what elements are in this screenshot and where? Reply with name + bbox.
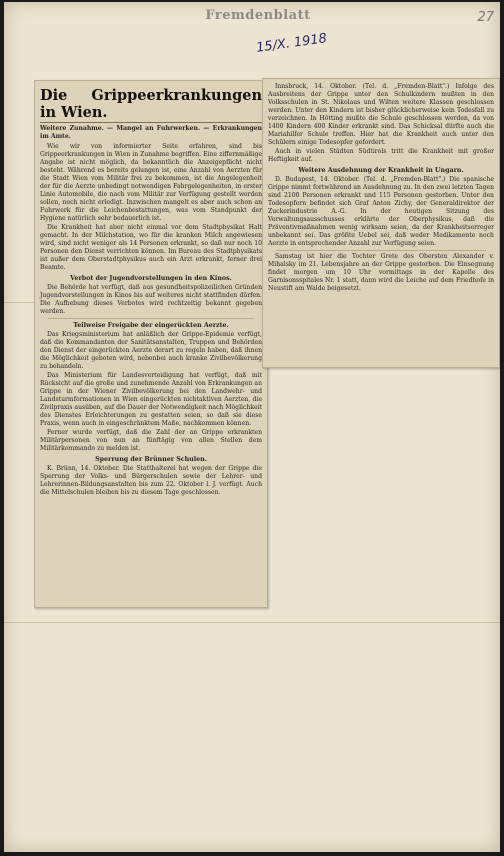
page-number: 27 [477,10,494,25]
section-title: Teilweise Freigabe der eingerückten Aerzte. [73,322,229,329]
handwritten-date: 15/X. 1918 [255,31,328,56]
paragraph: Das Kriegsministerium hat anläßlich der Grippe-Epidemie verfügt, daß die Kommandanten der Sanitätsanstalten, Truppen und Behörden den Dienst der eingerückten Aerzte derart zu regeln haben, daß ihnen die Möglichkeit geboten wird, nebenbei auch kranke Zivilbevölkerung zu behandeln. [40,331,262,370]
paragraph: Das Ministerium für Landesverteidigung hat verfügt, daß mit Rücksicht auf die große und zunehmende Anzahl von Erkrankungen an Grippe in der Wiener Zivilbevölkerung bei den Landwehr- und Landsturmformationen in Wien eingerückten nichtaktiven Aerzten, die Zivilpraxis ausüben, auf die Dauer der Notwendigkeit nach Möglichkeit des Dienstes Erleichterungen zu gestatten seien, so daß sie diese Praxis, wenn auch in eingeschränktem Maße, nachkommen können. [40,372,262,427]
paragraph: Innsbruck, 14. Oktober. (Tel. d. „Fremden-Blatt".) Infolge des Ausbreitens der Grippe unter den Schulkindern mußten in den Volksschulen in St. Nikolaus und Wilten weitere Klassen geschlossen werden. Unter den Kindern ist bisher glücklicherweise kein Todesfall zu verzeichnen. In Hötting mußte die Schule geschlossen werden, da von 1400 Kindern 400 Kinder erkrankt sind. Das Schicksal dürfte auch die Mariahilfer Schule treffen. Hier hat die Krankheit auch unter den Schülern einige Todesopfer gefordert. [268,83,494,146]
paragraph: Ferner wurde verfügt, daß die Zahl der an Grippe erkrankten Militärpersonen von nun an fünftägig von allen Stellen dem Militärkommando zu melden ist. [40,429,262,452]
section-title: Sperrung der Brünner Schulen. [95,456,207,463]
fold-crease [4,622,500,623]
paragraph: D. Budapest, 14. Oktober. (Tel. d. „Fremden-Blatt".) Die spanische Grippe nimmt fortwährend an Ausdehnung zu. In den zwei letzten Tagen sind 2100 Personen erkrankt und 115 Personen gestorben. Unter den Todesopfern befindet sich Graf Anton Zichy, der Generaldirektor der Zuckerindustrie A.-G. In der heutigen Sitzung des Verwaltungsausschusses erklärte der Oberphysikus, daß die Präventivmaßnahmen wenig wirksam seien, da der Krankheitserreger unbekannt sei. Das größte Uebel sei, daß weder Medikamente noch Aerzte in entsprechender Anzahl zur Verfügung seien. [268,176,494,247]
divider [276,250,486,251]
article-subhead: Weitere Zunahme. — Mangel an Fuhrwerken. — Erkrankungen im Amte. [40,125,262,140]
clipping-right [262,78,500,368]
newspaper-masthead-stamp: Fremdenblatt [205,8,311,23]
section-title: Verbot der Jugendvorstellungen in den Kinos. [70,275,232,282]
paragraph: Die Behörde hat verfügt, daß aus gesundheitspolizeilichen Gründen Jugendvorstellungen in Kinos bis auf weiteres nicht stattfinden dürfen. Die Aufhebung dieses Verbotes wird rechtzeitig bekannt gegeben werden. [40,284,262,315]
paragraph: Wie wir von informierter Seite erfahren, sind bis Grippeerkrankungen in Wien in Zunahme begriffen. Eine ziffernmäßige Angabe ist nicht möglich, da bekanntlich die Anzeigepflicht nicht besteht. Während es bereits gelungen ist, eine Anzahl von Aerzten für die Stadt Wien vom Militär frei zu bekommen, ist die Angelegenheit der für die Aerzte unbedingt notwendigen Fahrgelegenheiten, in erster Linie Automobile, die nach vom Militär zur Verfügung gestellt werden sollen, noch nicht erledigt. Inzwischen mangelt es aber auch schon an Fuhrwerk für die Leichenbestattungen, was vom Standpunkt der Hygiene natürlich sehr bedauerlich ist. [40,143,262,222]
divider [48,318,254,319]
paragraph: Die Krankheit hat aber nicht einmal vor dem Stadtphysikat Halt gemacht. In der Milchstation, wo für die kranken Milch angewiesen wird, sind nicht weniger als 14 Personen erkrankt, so daß nur noch 10 Personen den Dienst verrichten können. Im Bureau des Stadtphysikats ist außer dem Oberstadtphysikus auch ein Arzt erkrankt, ferner drei Beamte. [40,224,262,271]
paragraph: Auch in vielen Städten Südtirols tritt die Krankheit mit großer Heftigkeit auf. [268,148,494,163]
article-headline: Die Grippeerkrankungen in Wien. [40,87,262,121]
section-title: Weitere Ausdehnung der Krankheit in Ungarn. [298,167,464,174]
paragraph: K. Brünn, 14. Oktober. Die Statthalterei hat wegen der Grippe die Sperrung der Volks- und Bürgerschulen sowie der Lehrer- und Lehrerinnen-Bildungsanstalten bis zum 22. Oktober l. J. verfügt. Auch die Mittelschulen bleiben bis zu diesem Tage geschlossen. [40,465,262,496]
clipping-left [34,80,268,608]
paragraph: Samstag ist hier die Tochter Grete des Obersten Alexander v. Mihalsky im 21. Lebensjahre an der Grippe gestorben. Die Einsegnung findet morgen um 10 Uhr vormittags in der Kapelle des Garnisonsspitales Nr. 1 statt, dann wird die Leiche auf dem Friedhofe in Neustift am Walde beigesetzt. [268,253,494,292]
